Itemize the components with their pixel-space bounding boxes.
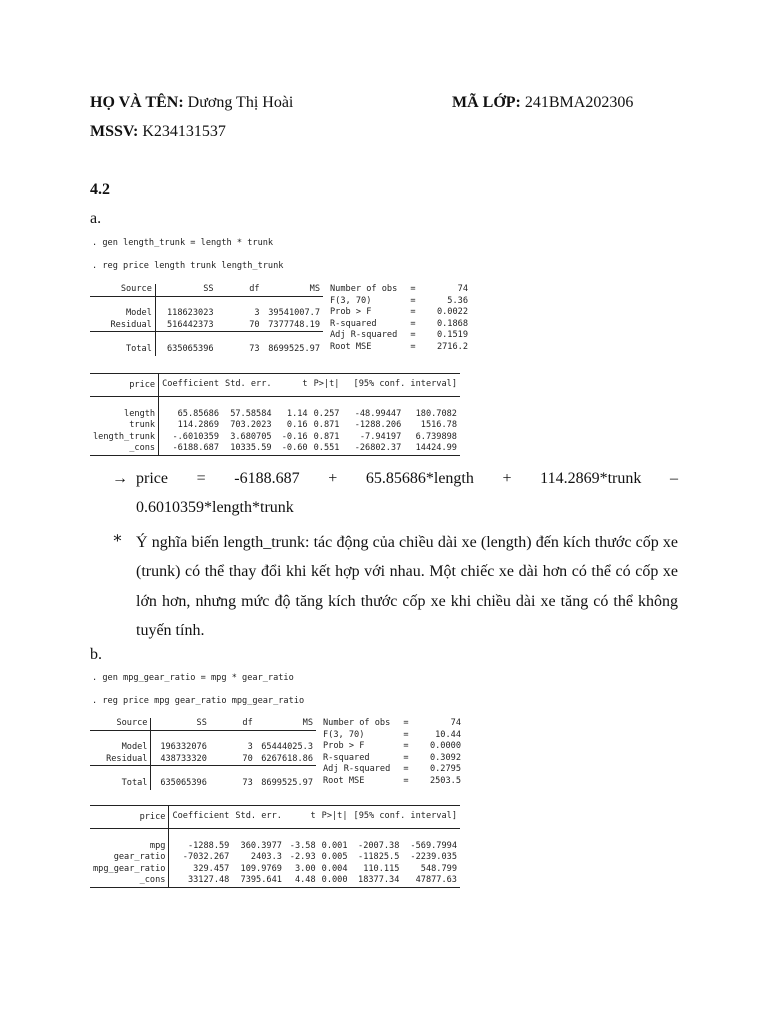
eq-term: – <box>669 470 678 487</box>
cell: 438733320 <box>160 753 207 764</box>
eq-term: -6188.687 <box>234 470 300 487</box>
cell: 10335.59 <box>230 443 272 454</box>
cell: 57.58584 <box>230 408 272 419</box>
cell: 635065396 <box>166 343 214 354</box>
cell: -2007.38 <box>358 840 400 851</box>
coef-header: Std. err. <box>225 379 272 390</box>
cell: -11825.5 <box>358 852 400 863</box>
cell: 0.001 <box>321 840 348 851</box>
cell: 6267618.86 <box>261 753 313 764</box>
table-row <box>90 308 323 320</box>
stat-label: F(3, 70) <box>323 729 365 740</box>
regression-equation-continued: 0.6010359*length*trunk <box>136 499 294 516</box>
stat-eq: = <box>403 718 409 728</box>
cell: 703.2023 <box>230 420 272 431</box>
eq-term: = <box>196 470 206 487</box>
bullet-star-icon: ∗ <box>112 530 123 547</box>
cell: 1.14 <box>286 408 308 419</box>
table-row <box>90 320 323 332</box>
stat-value: 0.0022 <box>436 307 468 318</box>
cell: 70 <box>249 319 260 330</box>
coef-table-b <box>90 805 460 888</box>
name-label: HỌ VÀ TÊN: <box>90 94 184 111</box>
eq-term: price <box>136 470 168 487</box>
cell: 196332076 <box>160 742 207 753</box>
anova-table-b <box>90 718 316 790</box>
table-row <box>90 864 460 876</box>
cell: 109.9769 <box>240 863 282 874</box>
part-a-label: a. <box>90 210 102 227</box>
stat-label: Adj R-squared <box>323 764 391 775</box>
cell: trunk <box>90 420 159 432</box>
class-value: 241BMA202306 <box>524 94 634 111</box>
stat-value: 0.0000 <box>429 741 461 752</box>
cell: 548.799 <box>420 863 457 874</box>
stat-value: 10.44 <box>435 729 461 740</box>
cell: length_trunk <box>90 432 159 444</box>
cell: -48.99447 <box>354 408 402 419</box>
anova-header: SS <box>203 284 214 294</box>
cell: 3 <box>247 742 253 753</box>
eq-term: 65.85686*length <box>365 470 474 487</box>
cell: 0.16 <box>286 420 308 431</box>
stat-eq: = <box>403 764 409 775</box>
table-row <box>90 841 460 853</box>
stat-eq: = <box>410 307 416 318</box>
stat-label: Number of obs <box>323 718 391 728</box>
table-row <box>90 409 460 421</box>
coef-header: [95% conf. interval] <box>353 811 457 822</box>
stat-label: Root MSE <box>330 341 372 352</box>
table-row <box>90 420 460 432</box>
cell: 114.2869 <box>177 420 220 431</box>
cell: Residual <box>90 320 155 332</box>
cell: 0.000 <box>321 875 348 886</box>
cell: -7032.267 <box>182 852 230 863</box>
coef-header: Coefficient <box>172 811 230 822</box>
stat-eq: = <box>403 729 409 740</box>
cell: -2.93 <box>289 852 316 863</box>
cell: 73 <box>249 343 260 354</box>
cell: -.6010359 <box>172 431 220 442</box>
cell: 3.00 <box>294 863 316 874</box>
cell: mpg <box>90 841 169 853</box>
stat-value: 2503.5 <box>429 775 461 786</box>
id-value: K234131537 <box>142 123 226 140</box>
cell: 1516.78 <box>420 420 457 431</box>
cell: 18377.34 <box>358 875 400 886</box>
cell: mpg_gear_ratio <box>90 864 169 876</box>
stat-label: R-squared <box>330 318 377 329</box>
anova-header: df <box>242 718 253 728</box>
anova-table-a <box>90 284 323 356</box>
student-id <box>90 123 226 141</box>
coef-table-a <box>90 373 460 456</box>
stat-eq: = <box>410 330 416 341</box>
coef-header: t <box>310 811 316 822</box>
section-number: 4.2 <box>90 181 110 198</box>
coef-header: [95% conf. interval] <box>353 379 457 390</box>
coef-header: P>|t| <box>313 379 340 390</box>
coef-header: price <box>90 374 159 397</box>
eq-term: 114.2869*trunk <box>540 470 642 487</box>
stat-eq: = <box>410 295 416 306</box>
cell: -7.94197 <box>359 431 402 442</box>
cell: 39541007.7 <box>268 308 320 319</box>
stat-label: Number of obs <box>330 284 398 294</box>
anova-header: MS <box>302 718 313 728</box>
stat-label: Prob > F <box>330 307 372 318</box>
coef-header: Coefficient <box>162 379 220 390</box>
cell: _cons <box>90 443 159 455</box>
stat-value: 2716.2 <box>436 341 468 352</box>
cell: _cons <box>90 875 169 887</box>
cell: -6188.687 <box>172 443 220 454</box>
interaction-meaning: Ý nghĩa biến length_trunk: tác động của chiều dài xe (length) đến kích thước cốp xe (trunk) có thể thay đổi khi kết hợp với nhau. Một chiếc xe dài hơn có thể có cốp xe lớn hơn, nhưng mức độ tăng kích thước cốp xe khi chiều dài xe tăng có thể không tuyến tính. <box>136 534 678 639</box>
cell: 329.457 <box>193 863 230 874</box>
cell: 3 <box>254 308 260 319</box>
class-label: MÃ LỚP: <box>452 94 521 111</box>
class-code <box>452 94 633 112</box>
table-row <box>90 754 316 766</box>
coef-header: P>|t| <box>321 811 348 822</box>
stat-label: R-squared <box>323 752 370 763</box>
coef-header: Std. err. <box>235 811 282 822</box>
eq-term: + <box>502 470 512 487</box>
anova-header: df <box>249 284 260 294</box>
stat-value: 0.1868 <box>436 318 468 329</box>
cell: 0.004 <box>321 863 348 874</box>
cell: 516442373 <box>166 319 214 330</box>
cell: 360.3977 <box>240 840 282 851</box>
stat-eq: = <box>410 318 416 329</box>
cell: 4.48 <box>294 875 316 886</box>
cell: 6.739898 <box>415 431 457 442</box>
stat-eq: = <box>410 341 416 352</box>
cell: 14424.99 <box>415 443 457 454</box>
cell: -26802.37 <box>354 443 402 454</box>
table-row <box>90 344 323 356</box>
stat-label: Prob > F <box>323 741 365 752</box>
cell: 0.257 <box>313 408 340 419</box>
anova-header: MS <box>309 284 320 294</box>
stat-eq: = <box>403 741 409 752</box>
cell: Model <box>90 308 155 320</box>
cell: 0.871 <box>313 431 340 442</box>
cell: -1288.59 <box>187 840 230 851</box>
table-row <box>90 852 460 864</box>
cell: Total <box>90 778 151 790</box>
cell: 8699525.97 <box>261 777 313 788</box>
fit-stats-a <box>327 284 471 354</box>
cell: -3.58 <box>289 840 316 851</box>
cell: 0.551 <box>313 443 340 454</box>
cell: 180.7082 <box>415 408 457 419</box>
stat-value: 0.3092 <box>429 752 461 763</box>
student-name <box>90 94 293 112</box>
cell: 73 <box>242 777 253 788</box>
cell: -2239.035 <box>410 852 457 863</box>
stat-value: 5.36 <box>447 295 468 306</box>
table-row <box>90 742 316 754</box>
stat-value: 74 <box>457 284 468 294</box>
cell: 65.85686 <box>177 408 220 419</box>
arrow-icon: → <box>112 470 128 487</box>
table-row <box>90 443 460 455</box>
stat-eq: = <box>410 284 416 294</box>
cell: 3.680705 <box>230 431 272 442</box>
stat-value: 0.1519 <box>436 330 468 341</box>
cell: -0.16 <box>281 431 308 442</box>
cell: 0.871 <box>313 420 340 431</box>
cell: length <box>90 409 159 421</box>
cell: 118623023 <box>166 308 214 319</box>
regression-equation <box>136 470 678 488</box>
cell: 635065396 <box>160 777 207 788</box>
cell: 7395.641 <box>240 875 282 886</box>
anova-header: Source <box>90 284 155 296</box>
cell: -1288.206 <box>354 420 402 431</box>
stat-label: Root MSE <box>323 775 365 786</box>
command-reg: . reg price length trunk length_trunk <box>92 261 284 271</box>
cell: Residual <box>90 754 151 766</box>
cell: 33127.48 <box>187 875 230 886</box>
cell: Total <box>90 344 155 356</box>
cell: 65444025.3 <box>261 742 313 753</box>
stat-eq: = <box>403 775 409 786</box>
eq-term: + <box>328 470 338 487</box>
fit-stats-b <box>320 718 464 788</box>
cell: 110.115 <box>363 863 400 874</box>
coef-header: t <box>302 379 308 390</box>
command-gen: . gen mpg_gear_ratio = mpg * gear_ratio <box>92 673 294 683</box>
name-value: Dương Thị Hoài <box>187 94 294 111</box>
id-label: MSSV: <box>90 123 139 140</box>
command-gen: . gen length_trunk = length * trunk <box>92 238 274 248</box>
table-row <box>90 778 316 790</box>
coef-header: price <box>90 806 169 829</box>
stat-value: 74 <box>450 718 461 728</box>
anova-header: SS <box>196 718 207 728</box>
cell: Model <box>90 742 151 754</box>
cell: -0.60 <box>281 443 308 454</box>
cell: 47877.63 <box>415 875 457 886</box>
stat-label: F(3, 70) <box>330 295 372 306</box>
cell: gear_ratio <box>90 852 169 864</box>
table-row <box>90 875 460 887</box>
table-row <box>90 432 460 444</box>
stat-value: 0.2795 <box>429 764 461 775</box>
cell: 7377748.19 <box>268 319 320 330</box>
cell: -569.7994 <box>410 840 457 851</box>
stat-eq: = <box>403 752 409 763</box>
command-reg: . reg price mpg gear_ratio mpg_gear_ratio <box>92 696 305 706</box>
stat-label: Adj R-squared <box>330 330 398 341</box>
anova-header: Source <box>90 718 151 730</box>
part-b-label: b. <box>90 646 102 663</box>
cell: 2403.3 <box>250 852 282 863</box>
cell: 8699525.97 <box>268 343 320 354</box>
cell: 0.005 <box>321 852 348 863</box>
cell: 70 <box>242 753 253 764</box>
